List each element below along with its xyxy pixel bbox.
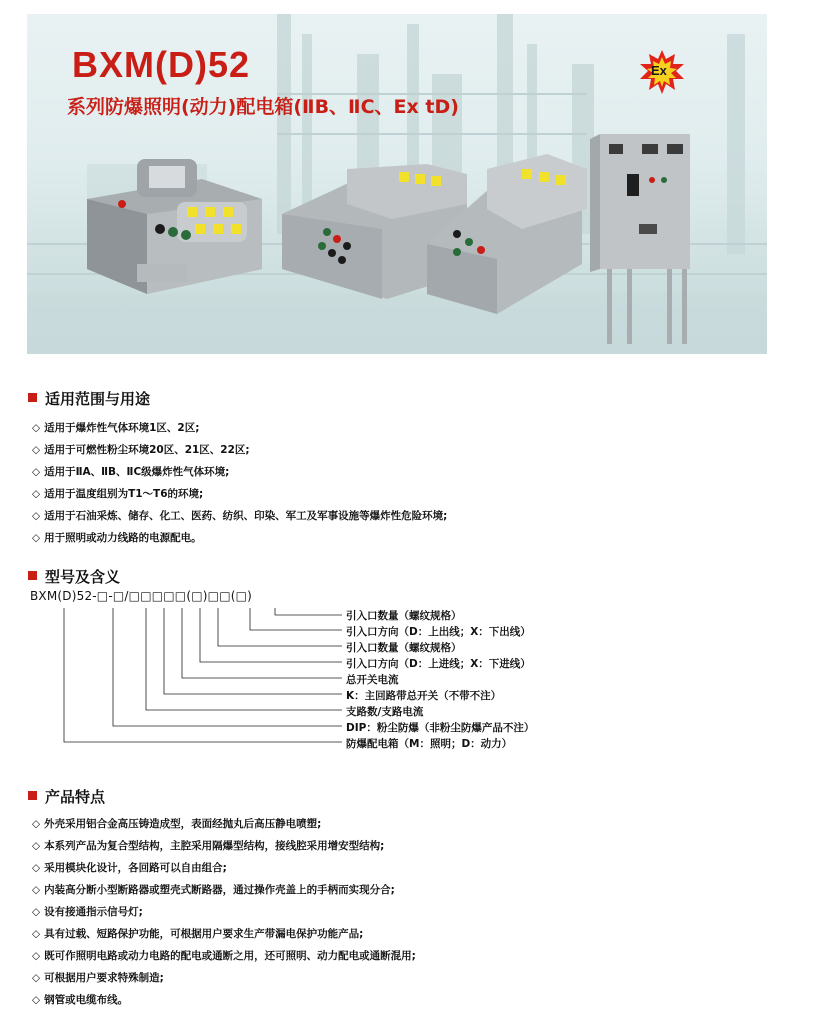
model-legend-item: 总开关电流 — [346, 674, 399, 686]
feature-item: ◇ 具有过载、短路保护功能，可根据用户要求生产带漏电保护功能产品; — [32, 928, 364, 940]
features-heading: 产品特点 — [28, 786, 105, 807]
hero-banner — [27, 14, 767, 354]
feature-item: ◇ 钢管或电缆布线。 — [32, 994, 129, 1006]
page-title: BXM(D)52 — [72, 44, 251, 85]
model-legend-item: 防爆配电箱（M：照明；D：动力） — [346, 738, 513, 750]
model-legend-item: K：主回路带总开关（不带不注） — [346, 690, 502, 702]
model-legend-item: 引入口数量（螺纹规格） — [346, 610, 462, 622]
model-code-rest: -□-□/□□□□□(□)□□(□) — [92, 589, 253, 603]
section-square-icon — [28, 571, 37, 580]
model-heading: 型号及含义 — [28, 566, 120, 587]
feature-item: ◇ 内装高分断小型断路器或塑壳式断路器，通过操作壳盖上的手柄而实现分合; — [32, 884, 395, 896]
usage-item: ◇ 适用于可燃性粉尘环境20区、21区、22区; — [32, 444, 250, 456]
feature-item: ◇ 设有接通指示信号灯; — [32, 906, 143, 918]
model-code-prefix: BXM(D)52 — [30, 589, 93, 603]
usage-heading: 适用范围与用途 — [28, 388, 150, 409]
feature-item: ◇ 采用模块化设计，各回路可以自由组合; — [32, 862, 227, 874]
section-square-icon — [28, 393, 37, 402]
feature-item: ◇ 既可作照明电路或动力电路的配电或通断之用，还可照明、动力配电或通断混用; — [32, 950, 416, 962]
model-legend-item: 引入口方向（D：上进线；X：下进线） — [346, 658, 531, 670]
feature-item: ◇ 本系列产品为复合型结构，主腔采用隔爆型结构，接线腔采用增安型结构; — [32, 840, 385, 852]
feature-item: ◇ 可根据用户要求特殊制造; — [32, 972, 164, 984]
page-subtitle: 系列防爆照明(动力)配电箱(ⅡB、ⅡC、Ex tD) — [67, 96, 459, 118]
ex-badge-text: Ex — [651, 63, 667, 78]
model-legend-item: DIP：粉尘防爆（非粉尘防爆产品不注） — [346, 722, 535, 734]
usage-item: ◇ 适用于爆炸性气体环境1区、2区; — [32, 422, 200, 434]
usage-item: ◇ 适用于ⅡA、ⅡB、ⅡC级爆炸性气体环境; — [32, 466, 230, 478]
model-legend-item: 引入口方向（D：上出线；X：下出线） — [346, 626, 531, 638]
model-legend-item: 引入口数量（螺纹规格） — [346, 642, 462, 654]
model-legend-item: 支路数/支路电流 — [346, 706, 424, 718]
usage-item: ◇ 用于照明或动力线路的电源配电。 — [32, 532, 202, 544]
feature-item: ◇ 外壳采用铝合金高压铸造成型，表面经抛丸后高压静电喷塑; — [32, 818, 322, 830]
section-square-icon — [28, 791, 37, 800]
usage-item: ◇ 适用于温度组别为T1～T6的环境; — [32, 488, 204, 500]
usage-item: ◇ 适用于石油采炼、储存、化工、医药、纺织、印染、军工及军事设施等爆炸性危险环境; — [32, 510, 448, 522]
model-code — [30, 589, 252, 603]
